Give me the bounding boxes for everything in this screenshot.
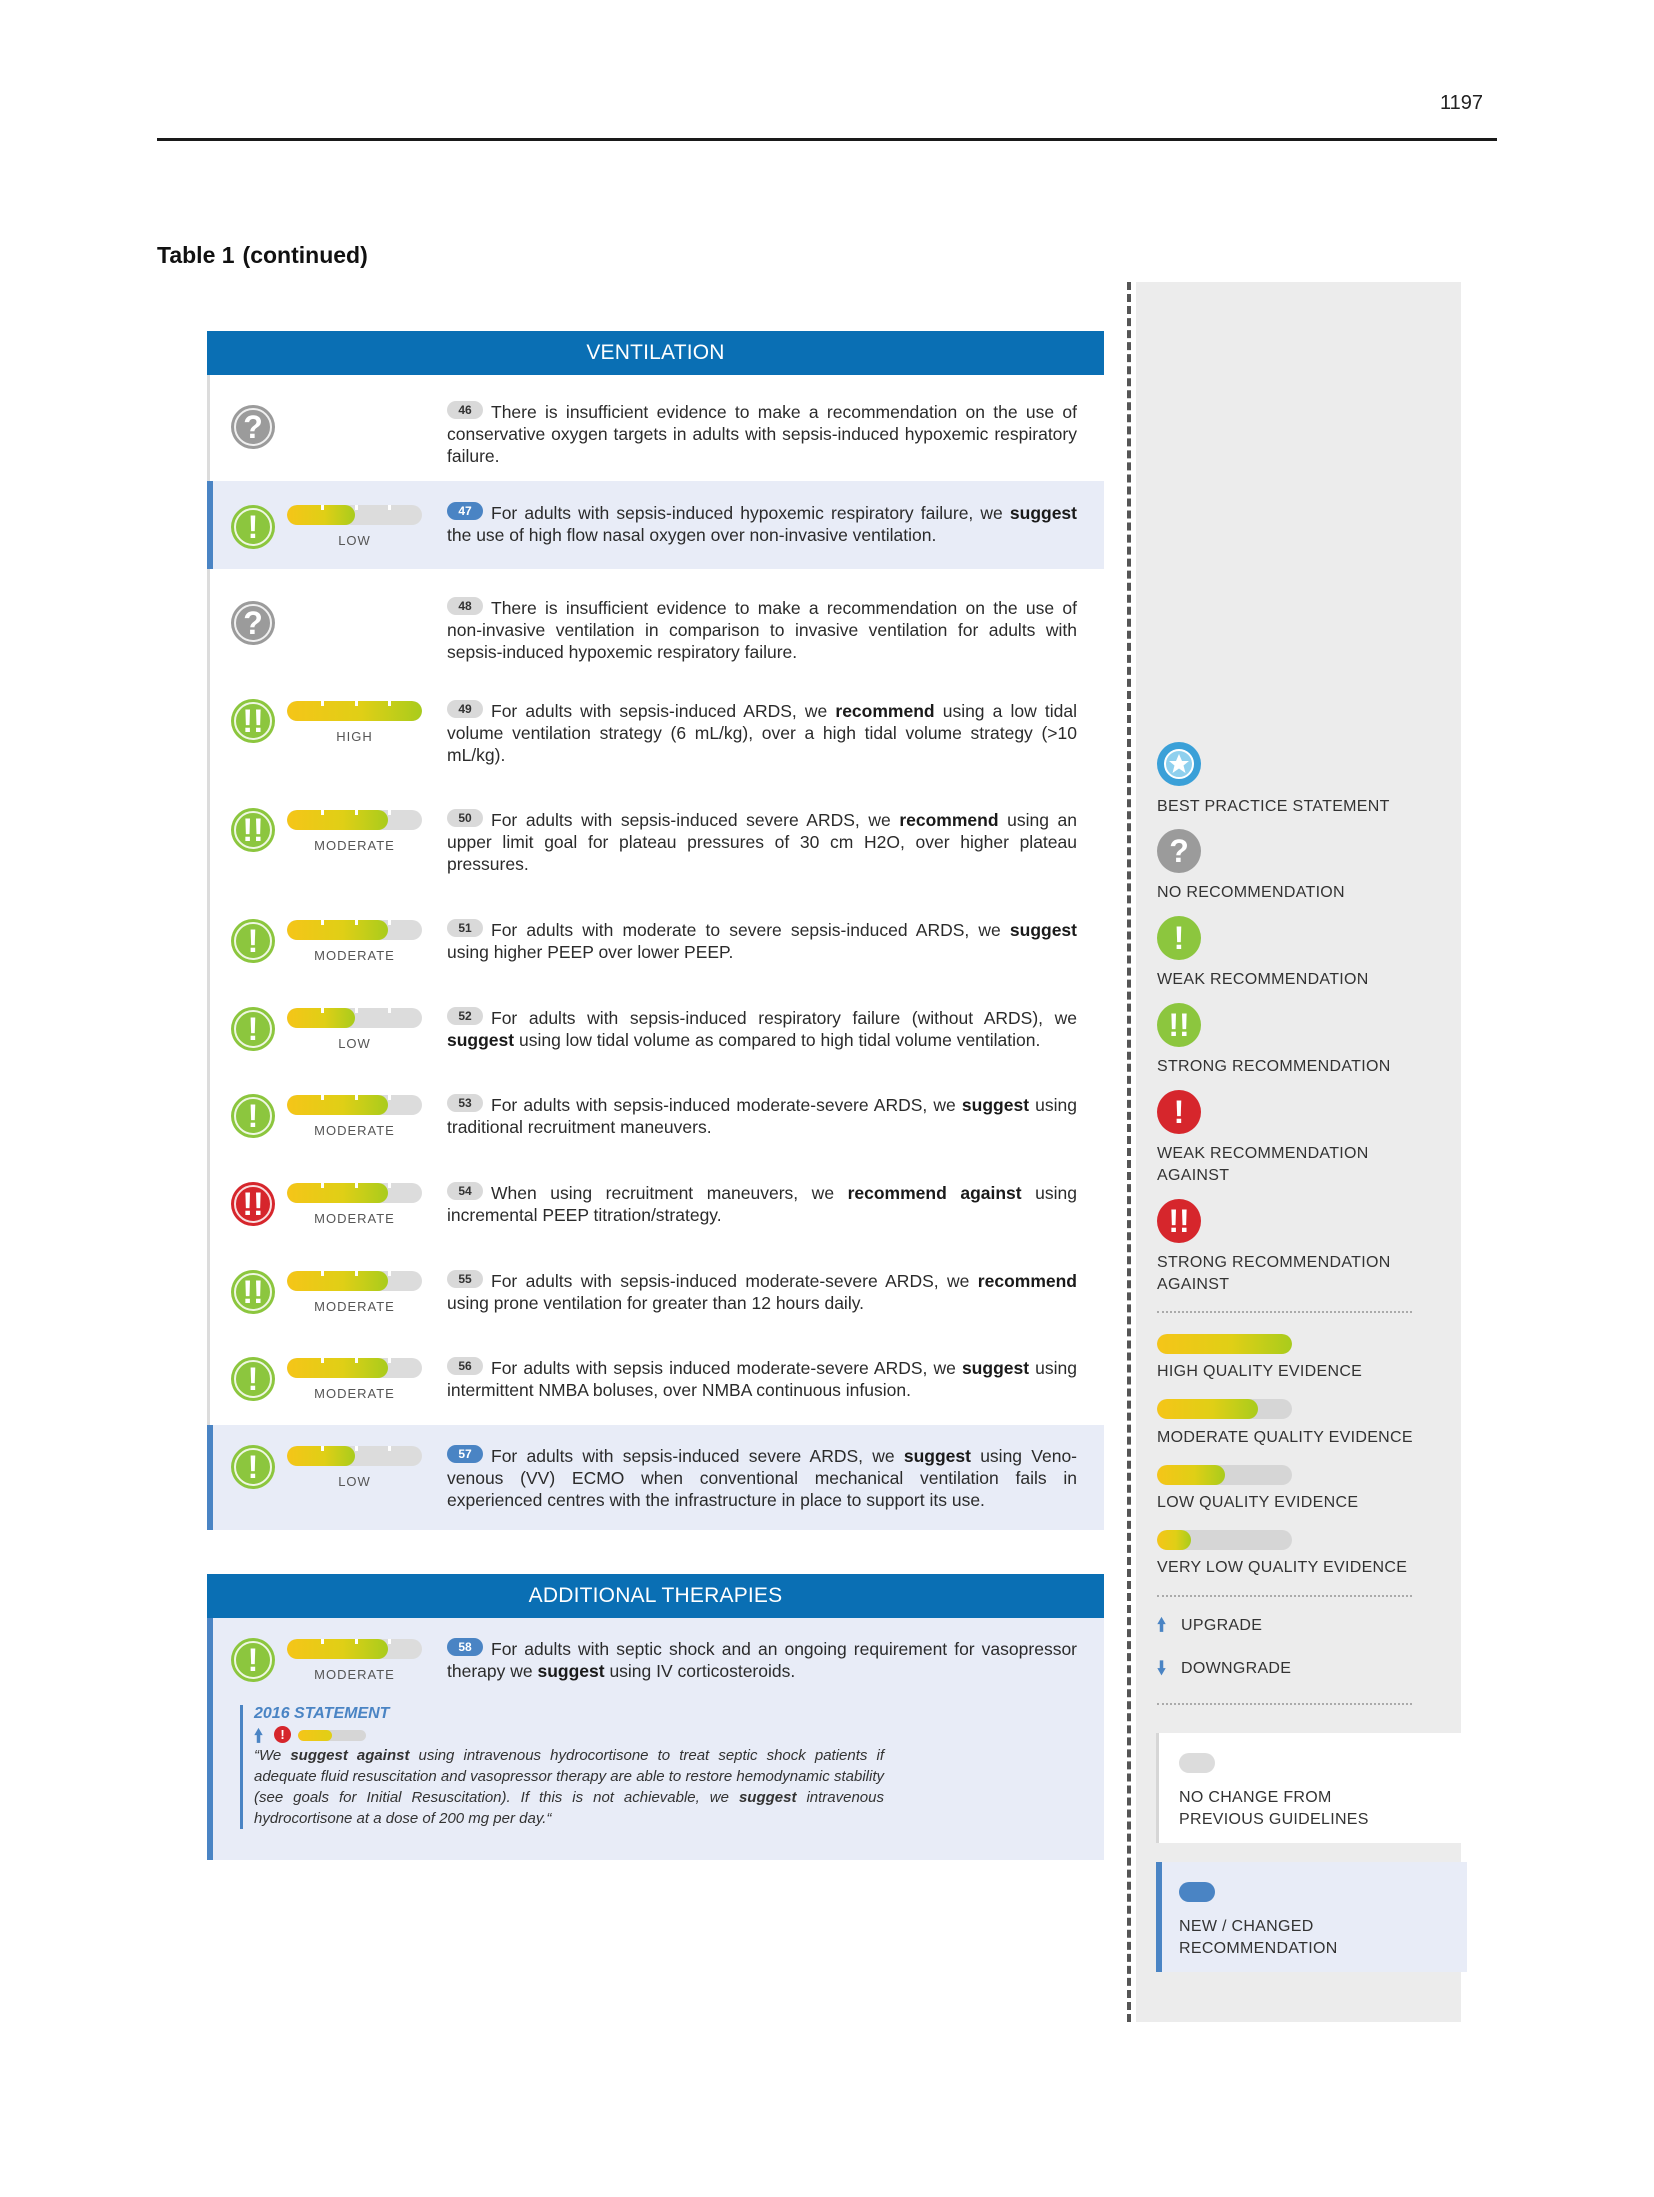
quality-label: MODERATE — [314, 838, 395, 853]
exclamation-icon — [231, 1638, 275, 1682]
quality-bar-tick — [388, 1446, 391, 1451]
weak-against-icon: ! — [1157, 1090, 1201, 1134]
legend-moderate-bar — [1157, 1399, 1292, 1419]
emphasis-text: recommend — [899, 810, 999, 830]
icon-glyph: !! — [242, 1186, 264, 1222]
upgrade-arrow-icon: 🠙 — [1157, 1615, 1167, 1635]
quality-bar-fill — [287, 1095, 388, 1115]
icon-glyph: ! — [247, 1098, 259, 1134]
text-segment: “We — [254, 1747, 291, 1764]
legend-no-change-box — [1156, 1733, 1464, 1843]
weak-recommendation-icon: ! — [1157, 916, 1201, 960]
text-segment: using IV corticosteroids. — [604, 1661, 796, 1681]
table-title-suffix: (continued) — [242, 242, 368, 268]
exclamation-icon — [231, 1445, 275, 1489]
text-segment: using Veno-venous (VV) ECMO when conventional mechanical ventilation fails in experienced centres with the infrastructure in place to support its use. — [447, 1446, 1078, 1510]
emphasis-text: suggest against — [290, 1747, 410, 1764]
quality-bar-tick — [388, 1271, 391, 1276]
legend-new-changed: NEW / CHANGED RECOMMENDATION — [1179, 1918, 1338, 1957]
table-title-label: Table 1 — [157, 242, 235, 268]
section-header-additional-therapies: ADDITIONAL THERAPIES — [207, 1574, 1104, 1618]
question-icon — [231, 405, 275, 449]
exclamation-icon — [231, 1007, 275, 1051]
emphasis-text: suggest — [1009, 920, 1077, 940]
quality-bar-tick — [355, 920, 358, 925]
icon-glyph: !! — [242, 1274, 264, 1310]
legend-low-quality: LOW QUALITY EVIDENCE — [1157, 1494, 1359, 1511]
quality-bar-tick — [321, 1095, 324, 1100]
legend-divider — [1127, 282, 1131, 2022]
recommendation-row — [207, 989, 1104, 1075]
icon-glyph: !! — [242, 703, 264, 739]
emphasis-text: suggest — [903, 1446, 971, 1466]
quality-bar-tick — [355, 1446, 358, 1451]
recommendation-number-badge: 57 — [447, 1445, 483, 1463]
legend-weak-against: WEAK RECOMMENDATION AGAINST — [1157, 1145, 1369, 1184]
legend-separator — [1157, 1311, 1412, 1313]
text-segment: There is insufficient evidence to make a recommendation on the use of conservative oxygen targets in adults with sepsis-induced hypoxemic respiratory failure. — [447, 402, 1077, 466]
text-segment: using intravenous hydrocortisone to treat septic shock patients if adequate fluid resuscitation and vasopressor therapy are able to restore hemodynamic stability (see goals for Initial Resuscitation). If this is not achievable, we — [254, 1747, 884, 1806]
question-icon — [231, 601, 275, 645]
double-exclamation-against-icon — [231, 1182, 275, 1226]
quality-bar — [287, 505, 422, 525]
legend-high-quality: HIGH QUALITY EVIDENCE — [1157, 1363, 1363, 1380]
text-segment: For adults with septic shock and an ongoing requirement for vasopressor therapy we — [447, 1639, 1077, 1681]
legend-best-practice: BEST PRACTICE STATEMENT — [1157, 798, 1390, 815]
recommendation-text — [447, 1007, 1077, 1051]
recommendation-number-badge: 47 — [447, 502, 483, 520]
icon-glyph: ! — [247, 509, 259, 545]
quality-bar-fill — [287, 1358, 388, 1378]
recommendation-row — [207, 683, 1104, 787]
quality-bar-fill — [287, 810, 388, 830]
legend-very-low-quality: VERY LOW QUALITY EVIDENCE — [1157, 1559, 1408, 1576]
quality-bar-tick — [388, 1095, 391, 1100]
quality-bar — [287, 1358, 422, 1378]
legend-separator — [1157, 1703, 1412, 1705]
double-exclamation-icon — [231, 699, 275, 743]
legend-high-bar — [1157, 1334, 1292, 1354]
legend-downgrade: DOWNGRADE — [1181, 1660, 1292, 1677]
text-segment: using an upper limit goal for plateau pressures of 30 cm H2O, over higher plateau pressures. — [447, 810, 1078, 874]
text-segment: For adults with sepsis induced moderate-severe ARDS, we — [491, 1358, 962, 1378]
exclamation-icon — [231, 919, 275, 963]
recommendation-number-badge: 46 — [447, 401, 483, 419]
text-segment: For adults with sepsis-induced severe ARDS, we — [491, 810, 900, 830]
text-segment: There is insufficient evidence to make a recommendation on the use of non-invasive ventilation in comparison to invasive ventilation for adults with sepsis-induced hypoxemic respiratory failure. — [447, 598, 1077, 662]
quality-bar-tick — [321, 1008, 324, 1013]
statement-2016-quality-fill — [298, 1730, 332, 1741]
statement-2016-indicators — [254, 1723, 884, 1745]
quality-label: LOW — [338, 1036, 371, 1051]
text-segment: using traditional recruitment maneuvers. — [447, 1095, 1078, 1137]
text-segment: using prone ventilation for greater than 12 hours daily. — [447, 1293, 865, 1313]
quality-bar-fill — [287, 920, 388, 940]
legend-no-recommendation: NO RECOMMENDATION — [1157, 884, 1345, 901]
recommendation-number-badge: 52 — [447, 1007, 483, 1025]
emphasis-text: suggest — [537, 1661, 605, 1681]
legend-upgrade: UPGRADE — [1181, 1617, 1263, 1634]
icon-glyph: ! — [247, 1642, 259, 1678]
quality-bar — [287, 1446, 422, 1466]
recommendation-number-badge: 48 — [447, 597, 483, 615]
legend-no-change: NO CHANGE FROM PREVIOUS GUIDELINES — [1179, 1789, 1369, 1828]
quality-bar-tick — [355, 1095, 358, 1100]
page-number: 1197 — [1439, 92, 1483, 114]
legend-moderate-fill — [1157, 1399, 1258, 1419]
recommendation-row — [207, 901, 1104, 987]
quality-bar-tick — [355, 1008, 358, 1013]
recommendation-text — [447, 700, 1077, 766]
recommendation-row — [207, 1339, 1104, 1425]
quality-bar-tick — [321, 1183, 324, 1188]
legend-very-low-fill — [1157, 1530, 1191, 1550]
blue-pill-icon — [1179, 1882, 1215, 1902]
icon-glyph: ? — [243, 605, 263, 641]
recommendation-text — [447, 1182, 1077, 1226]
text-segment: For adults with sepsis-induced respiratory failure (without ARDS), we — [491, 1008, 1077, 1028]
quality-bar-tick — [388, 701, 391, 706]
recommendation-number-badge: 56 — [447, 1357, 483, 1375]
quality-bar — [287, 1639, 422, 1659]
text-segment: For adults with sepsis-induced severe ARDS, we — [491, 1446, 904, 1466]
quality-bar — [287, 810, 422, 830]
quality-bar-tick — [388, 1183, 391, 1188]
quality-bar-fill — [287, 1183, 388, 1203]
quality-bar-tick — [321, 920, 324, 925]
recommendation-text — [447, 401, 1077, 467]
text-segment: For adults with sepsis-induced moderate-severe ARDS, we — [491, 1271, 978, 1291]
quality-label: LOW — [338, 533, 371, 548]
quality-bar-tick — [321, 1271, 324, 1276]
quality-bar-tick — [321, 810, 324, 815]
quality-bar-tick — [388, 1008, 391, 1013]
double-exclamation-icon — [231, 808, 275, 852]
quality-bar-tick — [388, 810, 391, 815]
quality-label: LOW — [338, 1474, 371, 1489]
quality-bar-tick — [355, 1271, 358, 1276]
text-segment: For adults with moderate to severe sepsis-induced ARDS, we — [491, 920, 1010, 940]
quality-bar-tick — [388, 1639, 391, 1644]
recommendation-row — [207, 481, 1104, 569]
quality-bar — [287, 1183, 422, 1203]
strong-against-icon: !! — [1157, 1199, 1201, 1243]
quality-bar-tick — [355, 701, 358, 706]
legend-high-fill — [1157, 1334, 1292, 1354]
icon-glyph: ? — [243, 409, 263, 445]
text-segment: using a low tidal volume ventilation strategy (6 mL/kg), over a high tidal volume strategy (>10 mL/kg). — [447, 701, 1077, 765]
statement-2016-text — [254, 1745, 884, 1829]
legend-low-bar — [1157, 1465, 1292, 1485]
legend-weak: WEAK RECOMMENDATION — [1157, 971, 1369, 988]
icon-glyph: ! — [247, 1361, 259, 1397]
recommendation-text — [447, 1357, 1077, 1401]
header-rule — [157, 138, 1497, 141]
quality-bar-tick — [321, 1446, 324, 1451]
recommendation-text — [447, 1445, 1077, 1511]
exclamation-icon — [231, 505, 275, 549]
legend-very-low-bar — [1157, 1530, 1292, 1550]
quality-bar — [287, 1095, 422, 1115]
text-segment: For adults with sepsis-induced hypoxemic respiratory failure, we — [491, 503, 1010, 523]
text-segment: using intermittent NMBA boluses, over NMBA continuous infusion. — [447, 1358, 1077, 1400]
recommendation-text — [447, 809, 1077, 875]
legend-new-changed-box — [1156, 1862, 1467, 1972]
text-segment: the use of high flow nasal oxygen over non-invasive ventilation. — [447, 525, 937, 545]
statement-2016-label: 2016 STATEMENT — [254, 1705, 390, 1722]
recommendation-row — [207, 379, 1104, 479]
recommendation-text — [447, 502, 1077, 546]
quality-bar-tick — [355, 1639, 358, 1644]
text-segment: using low tidal volume as compared to high tidal volume ventilation. — [514, 1030, 1041, 1050]
quality-bar-tick — [355, 1183, 358, 1188]
text-segment: For adults with sepsis-induced moderate-severe ARDS, we — [491, 1095, 962, 1115]
recommendation-number-badge: 53 — [447, 1094, 483, 1112]
quality-bar-tick — [355, 505, 358, 510]
text-segment: intravenous hydrocortisone at a dose of 200 mg per day.“ — [254, 1789, 884, 1827]
quality-bar — [287, 920, 422, 940]
emphasis-text: recommend — [835, 701, 935, 721]
recommendation-row — [207, 1425, 1104, 1530]
downgrade-arrow-icon: 🠛 — [1157, 1658, 1167, 1678]
quality-label: MODERATE — [314, 1667, 395, 1682]
legend-strong-against: STRONG RECOMMENDATION AGAINST — [1157, 1254, 1391, 1293]
recommendation-row — [207, 1164, 1104, 1250]
recommendation-text — [447, 597, 1077, 663]
quality-label: HIGH — [336, 729, 373, 744]
grey-pill-icon — [1179, 1753, 1215, 1773]
quality-label: MODERATE — [314, 1211, 395, 1226]
recommendation-number-badge: 54 — [447, 1182, 483, 1200]
quality-label: MODERATE — [314, 1386, 395, 1401]
emphasis-text: recommend — [977, 1271, 1077, 1291]
recommendation-text — [447, 1270, 1077, 1314]
double-exclamation-icon — [231, 1270, 275, 1314]
quality-bar-tick — [355, 1358, 358, 1363]
statement-2016-quality-bar — [298, 1730, 366, 1741]
upgrade-arrow-icon: 🠙 — [254, 1726, 264, 1746]
recommendation-text — [447, 919, 1077, 963]
recommendation-number-badge: 58 — [447, 1638, 483, 1656]
quality-bar-tick — [388, 505, 391, 510]
table-title — [157, 242, 368, 269]
recommendation-row — [207, 1252, 1104, 1338]
quality-bar-tick — [388, 1358, 391, 1363]
recommendation-text — [447, 1638, 1077, 1682]
statement-2016 — [240, 1705, 884, 1829]
strong-recommendation-icon: !! — [1157, 1003, 1201, 1047]
quality-bar-tick — [321, 1358, 324, 1363]
weak-against-icon: ! — [274, 1726, 291, 1743]
recommendation-row — [207, 792, 1104, 896]
emphasis-text: suggest — [961, 1095, 1030, 1115]
emphasis-text: suggest — [738, 1789, 797, 1806]
quality-label: MODERATE — [314, 1123, 395, 1138]
emphasis-text: suggest — [1009, 503, 1077, 523]
exclamation-icon — [231, 1094, 275, 1138]
quality-bar-tick — [388, 920, 391, 925]
quality-bar-fill — [287, 1639, 388, 1659]
recommendation-row — [207, 577, 1104, 677]
recommendation-number-badge: 49 — [447, 700, 483, 718]
legend-strong: STRONG RECOMMENDATION — [1157, 1058, 1391, 1075]
recommendation-number-badge: 55 — [447, 1270, 483, 1288]
section-header-ventilation: VENTILATION — [207, 331, 1104, 375]
legend-moderate-quality: MODERATE QUALITY EVIDENCE — [1157, 1429, 1413, 1446]
recommendation-number-badge: 50 — [447, 809, 483, 827]
legend-separator — [1157, 1595, 1412, 1597]
quality-label: MODERATE — [314, 948, 395, 963]
icon-glyph: ! — [247, 923, 259, 959]
text-segment: For adults with sepsis-induced ARDS, we — [491, 701, 836, 721]
recommendation-number-badge: 51 — [447, 919, 483, 937]
quality-bar — [287, 1271, 422, 1291]
best-practice-icon — [1157, 742, 1201, 786]
quality-bar-tick — [355, 810, 358, 815]
quality-bar-tick — [321, 1639, 324, 1644]
quality-bar — [287, 701, 422, 721]
quality-bar-tick — [321, 701, 324, 706]
quality-bar-fill — [287, 1271, 388, 1291]
emphasis-text: suggest — [961, 1358, 1030, 1378]
emphasis-text: recommend against — [847, 1183, 1022, 1203]
quality-bar — [287, 1008, 422, 1028]
icon-glyph: ! — [247, 1011, 259, 1047]
text-segment: using higher PEEP over lower PEEP. — [447, 942, 734, 962]
text-segment: When using recruitment maneuvers, we — [491, 1183, 848, 1203]
quality-label: MODERATE — [314, 1299, 395, 1314]
recommendation-text — [447, 1094, 1077, 1138]
text-segment: using incremental PEEP titration/strategy. — [447, 1183, 1077, 1225]
exclamation-icon — [231, 1357, 275, 1401]
no-recommendation-icon: ? — [1157, 829, 1201, 873]
legend-low-fill — [1157, 1465, 1225, 1485]
emphasis-text: suggest — [447, 1030, 515, 1050]
icon-glyph: !! — [242, 812, 264, 848]
recommendation-row — [207, 1076, 1104, 1162]
icon-glyph: ! — [247, 1449, 259, 1485]
quality-bar-tick — [321, 505, 324, 510]
